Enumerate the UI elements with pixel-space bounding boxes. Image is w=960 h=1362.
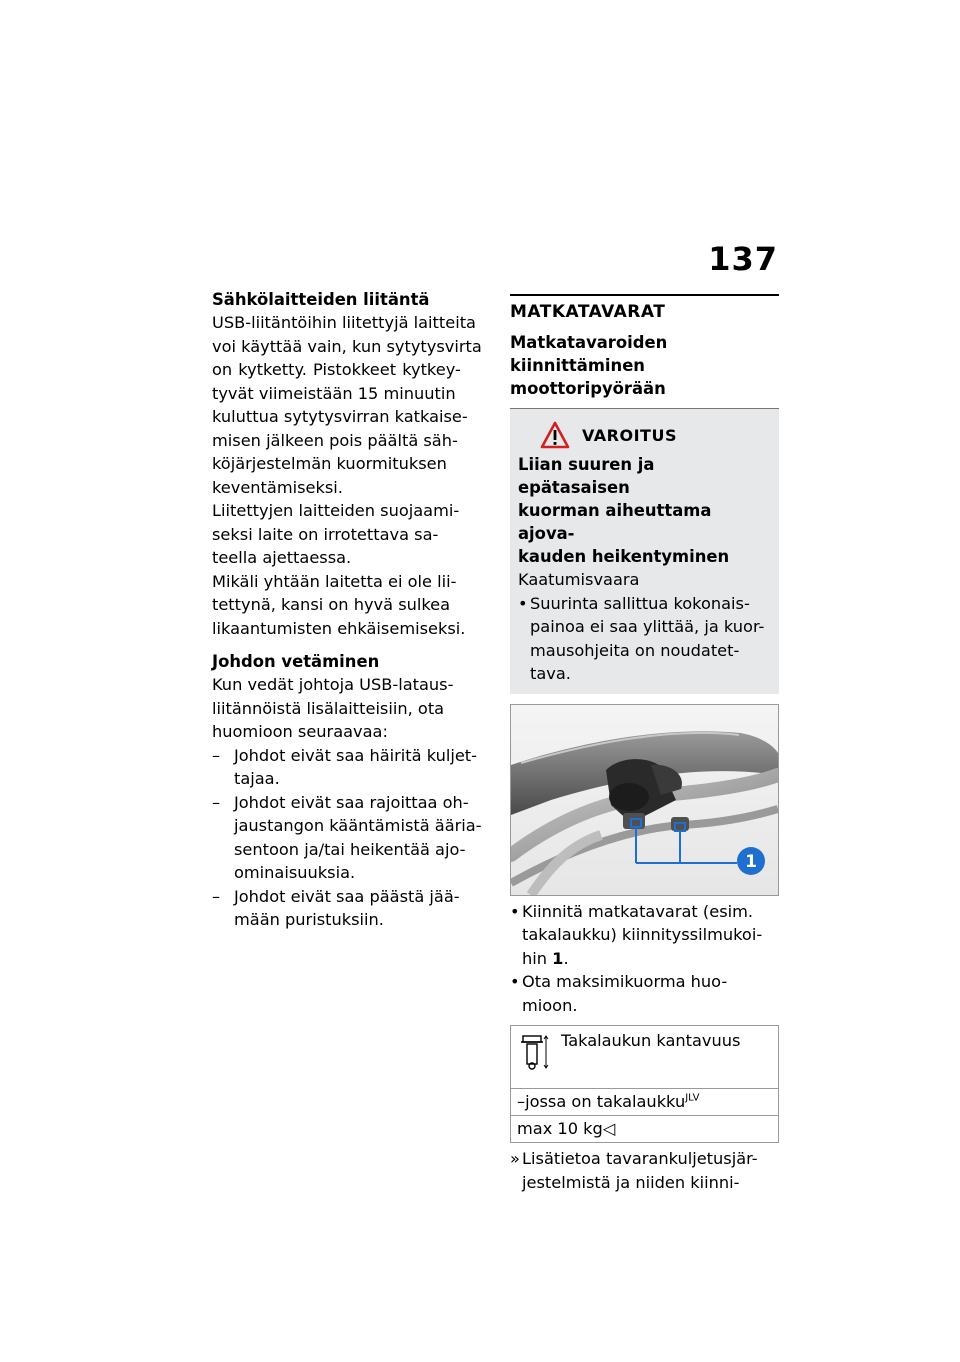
section-title: MATKATAVARAT <box>510 302 666 322</box>
bullet-mark: • <box>518 593 528 613</box>
dash-mark: – <box>212 745 221 765</box>
text-line: Johdot eivät saa rajoittaa oh- <box>234 792 469 812</box>
heading-cable-routing: Johdon vetäminen <box>212 652 380 671</box>
text-line: huomioon seuraavaa: <box>212 722 388 741</box>
text-line: Liitettyjen laitteiden suojaami- <box>212 501 460 520</box>
text-line: moottoripyörään <box>510 379 666 398</box>
callout-ref: 1 <box>552 948 564 968</box>
end-mark: ◁ <box>602 1119 616 1138</box>
list-item <box>212 791 490 885</box>
text-line: tyvät viimeistään 15 minuutin <box>212 383 456 403</box>
warning-subtitle: Kaatumisvaara <box>518 570 640 589</box>
luggage-weight-icon <box>519 1030 549 1072</box>
bullet-mark: • <box>510 972 520 991</box>
paragraph-cable-intro <box>212 673 490 744</box>
right-column <box>510 294 779 1194</box>
text-line <box>522 947 779 971</box>
text-line: seksi laite on irrotettava sa- <box>212 524 439 544</box>
text-line: kiinnittäminen <box>510 356 645 375</box>
text-line: Suurinta sallittua kokonais- <box>530 593 750 613</box>
text-line: USB-liitäntöihin liitettyjä laitteita <box>212 313 476 332</box>
topic-title <box>510 331 779 400</box>
text-line: Johdot eivät saa häiritä kuljet- <box>234 745 477 765</box>
text-line: mausohjeita on noudatet- <box>530 640 740 660</box>
text-line: Liian suuren ja epätasaisen <box>518 455 655 497</box>
text-line: kauden heikentyminen <box>518 547 730 566</box>
warning-triangle-icon <box>540 421 570 449</box>
paragraph-usb <box>212 311 490 499</box>
spec-title: Takalaukun kantavuus <box>561 1031 741 1050</box>
text-line: misen jälkeen pois päältä säh- <box>212 430 458 450</box>
list-item <box>510 1147 779 1194</box>
text-line: Kiinnitä matkatavarat (esim. <box>522 901 754 921</box>
text-line: Johdot eivät saa päästä jää- <box>234 886 460 906</box>
text-line: painoa ei saa ylittää, ja kuor- <box>530 617 765 636</box>
luggage-loop-photo <box>510 704 779 896</box>
text-line: voi käyttää vain, kun sytytysvirta <box>212 336 482 356</box>
list-item <box>518 592 769 686</box>
text-fragment: . <box>563 948 569 968</box>
callout-number: 1 <box>745 851 757 872</box>
instruction-list <box>510 900 779 1018</box>
text-line: likaantumisten ehkäisemiseksi. <box>212 618 466 638</box>
text-fragment: hin <box>522 948 553 968</box>
reference-mark: » <box>510 1149 520 1168</box>
text-line: kuorman aiheuttama ajova- <box>518 501 712 543</box>
warning-list <box>518 592 769 686</box>
text-line: mioon. <box>522 995 578 1015</box>
text-line: liitännöistä lisälaitteisiin, ota <box>212 698 445 718</box>
text-line: jaustangon kääntämistä ääria- <box>234 816 482 835</box>
text-line: Ota maksimikuorma huo- <box>522 972 728 991</box>
spec-condition-row <box>511 1088 778 1115</box>
text-line: Lisätietoa tavarankuljetusjär- <box>522 1149 758 1168</box>
text-line: tava. <box>530 664 571 683</box>
text-line: teella ajettaessa. <box>212 548 352 567</box>
spec-value: max 10 kg <box>517 1119 603 1138</box>
text-line: tettynä, kansi on hyvä sulkea <box>212 595 451 614</box>
text-line: keventämiseksi. <box>212 477 343 497</box>
spec-value-row <box>511 1115 778 1142</box>
text-line: tajaa. <box>234 769 280 788</box>
text-line: jestelmistä ja niiden kiinni- <box>522 1172 740 1192</box>
text-line: takalaukku) kiinnityssilmukoi- <box>522 925 763 944</box>
list-item <box>212 744 490 791</box>
page-number: 137 <box>708 240 778 278</box>
spec-condition: –jossa on takalaukku <box>517 1092 686 1111</box>
warning-heading <box>518 453 769 568</box>
spec-condition-code: JLV <box>685 1092 700 1104</box>
text-line: köjärjestelmän kuormituksen <box>212 454 447 473</box>
reference-list <box>510 1147 779 1194</box>
paragraph-protection <box>212 499 490 570</box>
list-item <box>212 885 490 932</box>
text-line: ominaisuuksia. <box>234 863 356 882</box>
text-line: on kytketty. Pistokkeet kytkey- <box>212 360 461 379</box>
load-capacity-table <box>510 1025 779 1143</box>
dash-mark: – <box>212 886 221 906</box>
warning-label: VAROITUS <box>582 425 677 445</box>
heading-electrical-connection: Sähkölaitteiden liitäntä <box>212 290 430 309</box>
text-line: Mikäli yhtään laitetta ei ole lii- <box>212 571 457 591</box>
text-line: kuluttua sytytysvirran katkaise- <box>212 407 468 426</box>
list-item <box>510 900 779 971</box>
bullet-mark: • <box>510 901 520 921</box>
paragraph-cover <box>212 570 490 641</box>
cable-rules-list <box>212 744 490 932</box>
text-line: sentoon ja/tai heikentää ajo- <box>234 839 466 859</box>
spec-header-row <box>511 1026 778 1088</box>
text-line: Matkatavaroiden <box>510 333 668 352</box>
motorcycle-rear-illustration <box>511 705 778 895</box>
left-column <box>212 288 490 932</box>
text-line: Kun vedät johtoja USB-lataus- <box>212 675 454 694</box>
section-header <box>510 294 779 325</box>
text-line: mään puristuksiin. <box>234 910 384 929</box>
warning-box <box>510 409 779 694</box>
dash-mark: – <box>212 792 221 812</box>
warning-header <box>518 421 769 449</box>
list-item <box>510 970 779 1017</box>
